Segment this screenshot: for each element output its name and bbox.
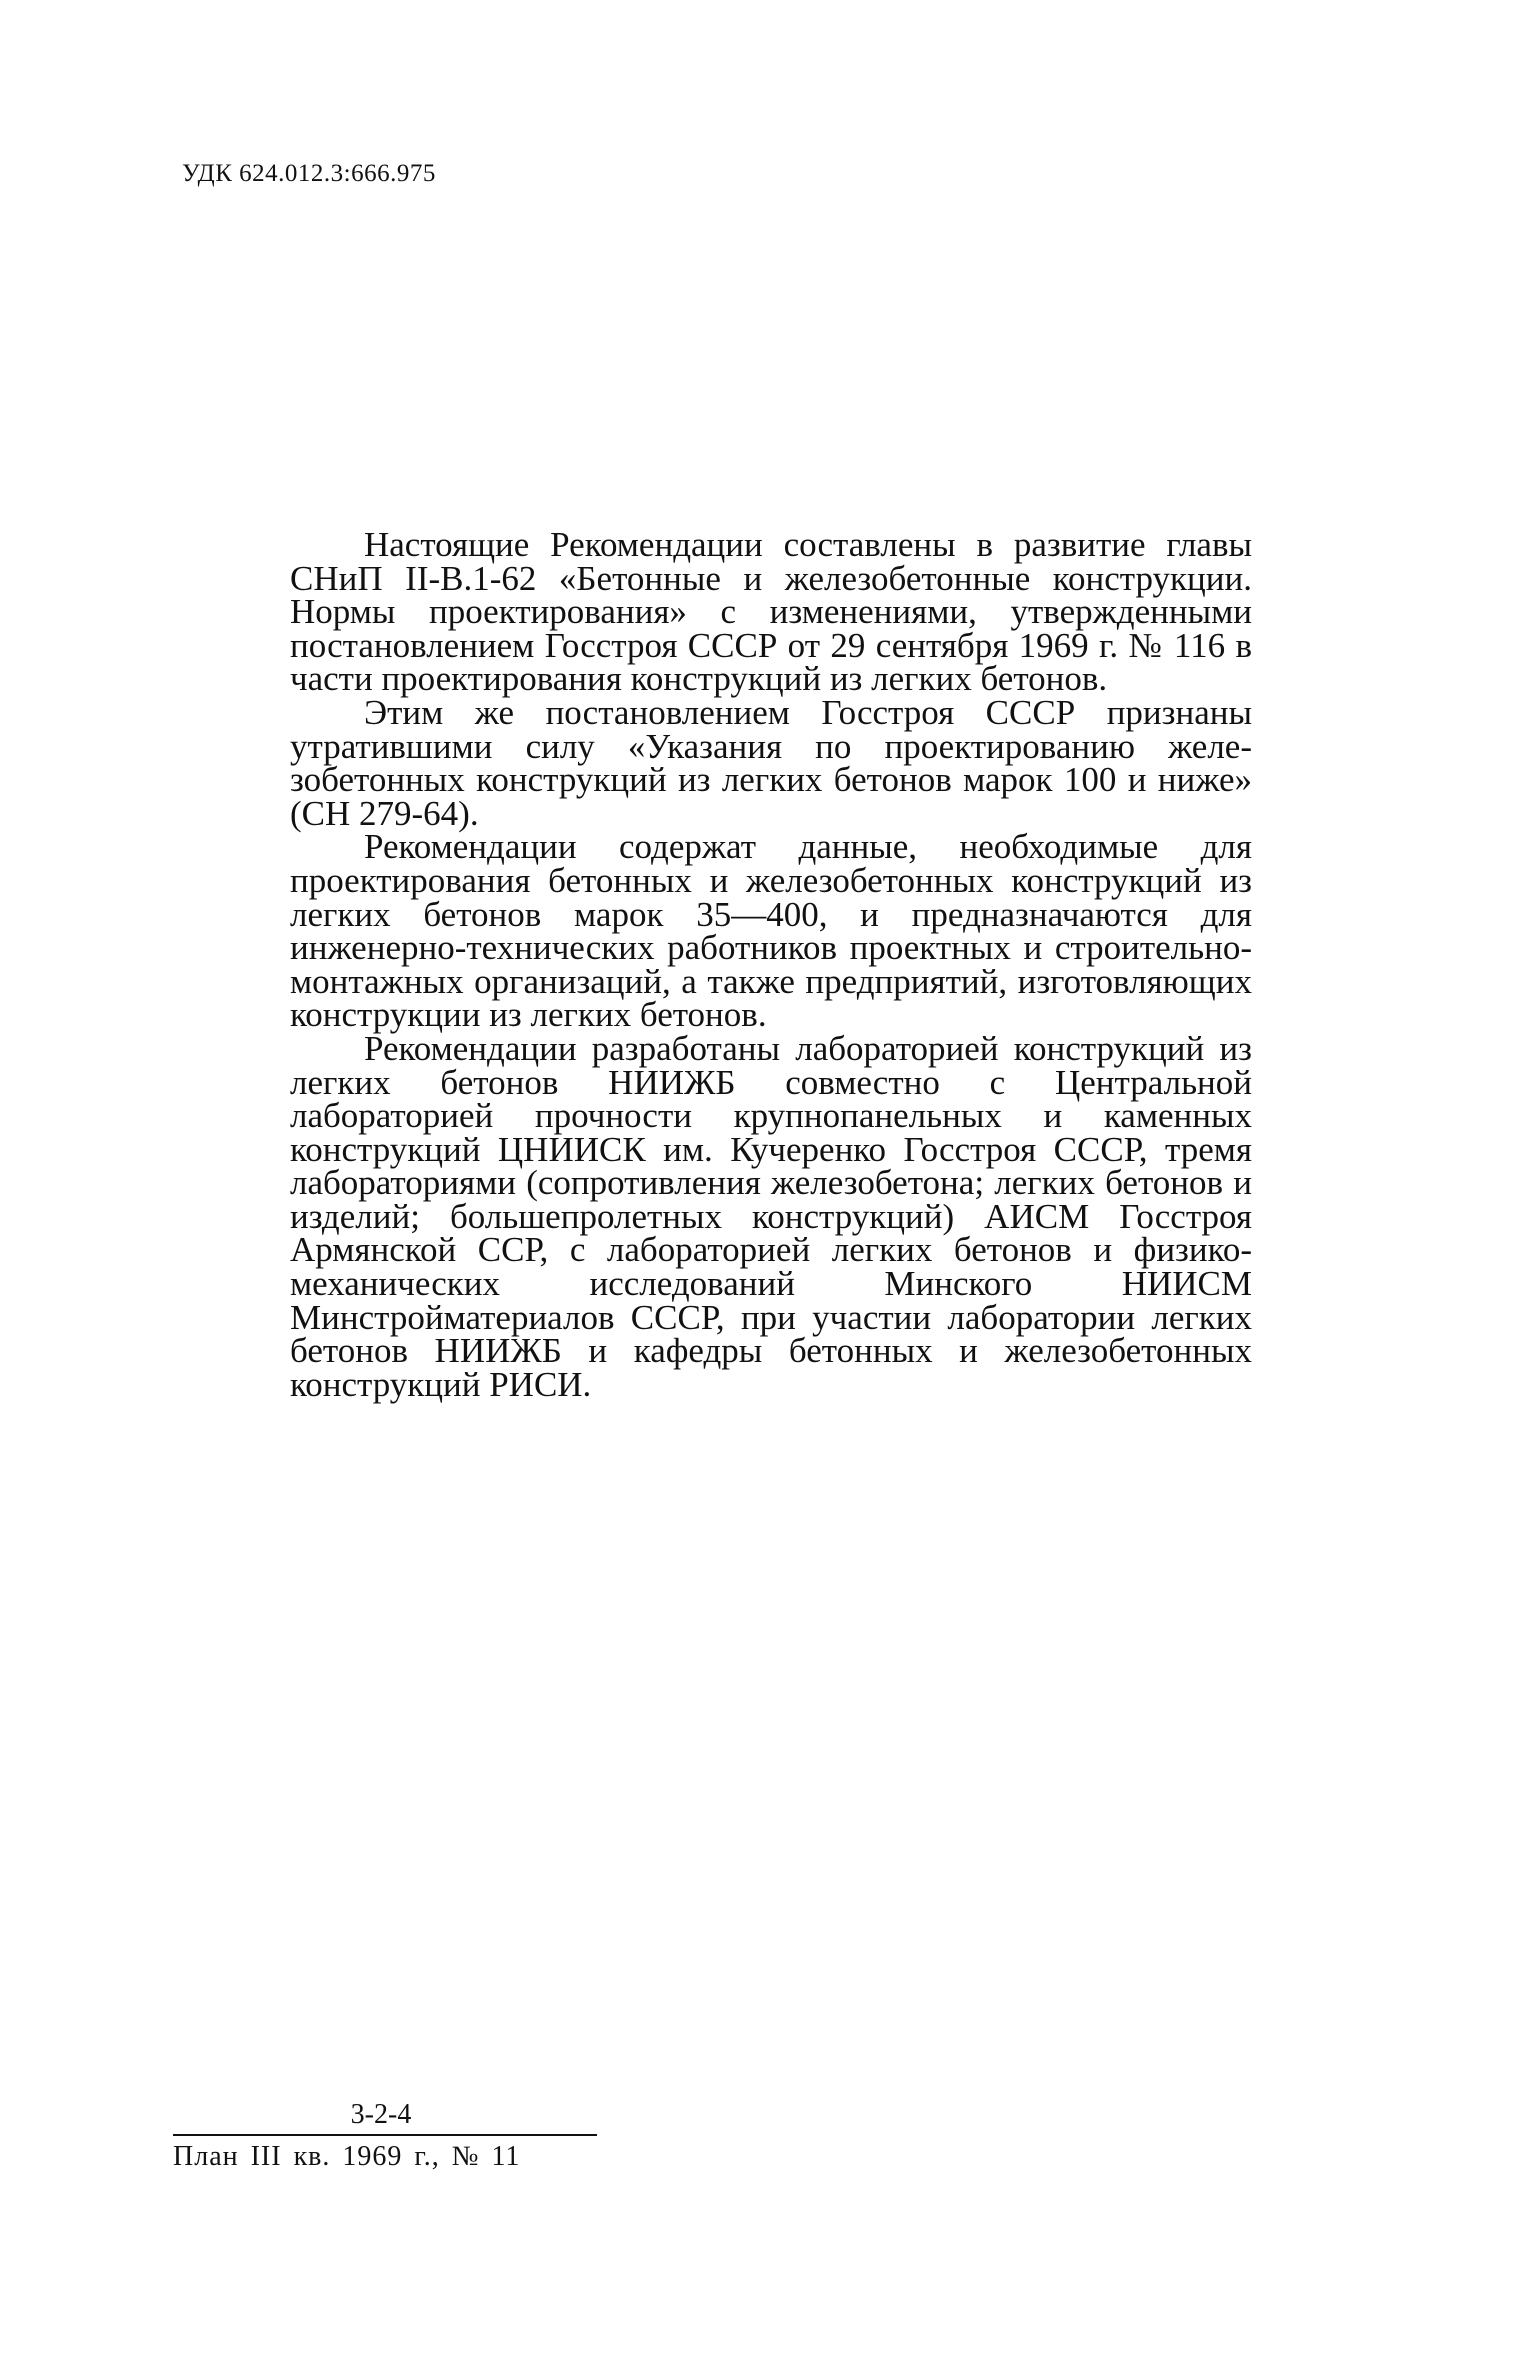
imprint-code: 3-2-4 — [350, 2099, 412, 2130]
imprint-plan: План III кв. 1969 г., № 11 — [173, 2141, 521, 2172]
paragraph-3: Рекомендации содержат данные, необходимые для проектирования бетонных и железобетонных конструкций из легких бетонов марок 35—400, и предназначаются для инженерно-технических работников проектных и строительно-монтажных организаций, а также предприятий, изготовляющих конструкции из легких бетонов. — [290, 827, 1252, 1035]
publication-imprint — [173, 2098, 603, 2174]
udk-classification: УДК 624.012.3:666.975 — [182, 160, 436, 187]
paragraph-1: Настоящие Рекомендации составлены в развитие главы СНиП II-В.1-62 «Бетонные и железобетонные конструкции. Нормы проектирования» с изменениями, утвержденными постановлением Госстроя СССР от 29 сентября 1969 г. № 116 в части проектирования конструкций из легких бетонов. — [290, 525, 1252, 699]
paragraph-4: Рекомендации разработаны лабораторией конструкций из легких бетонов НИИЖБ совместно с Центральной лабораторией прочности крупнопанельных и каменных конструкций ЦНИИСК им. Кучеренко Госстроя СССР, тремя лабораториями (сопротивления железобетона; легких бетонов и изделий; большепролетных конструкций) АИСМ Госстроя Армянской ССР, с лабораторией легких бетонов и физико-механических исследований Минского НИИСМ Минстройматериалов СССР, при участии лаборатории легких бетонов НИИЖБ и кафедры бетонных и железобетонных конструкций РИСИ. — [290, 1028, 1252, 1404]
body-text — [290, 525, 1252, 1404]
imprint-divider — [173, 2134, 597, 2136]
paragraph-2: Этим же постановлением Госстроя СССР признаны утратившими силу «Указания по проектированию железобетонных конструкций из легких бетонов марок 100 и ниже» (СН 279-64). — [290, 692, 1252, 833]
